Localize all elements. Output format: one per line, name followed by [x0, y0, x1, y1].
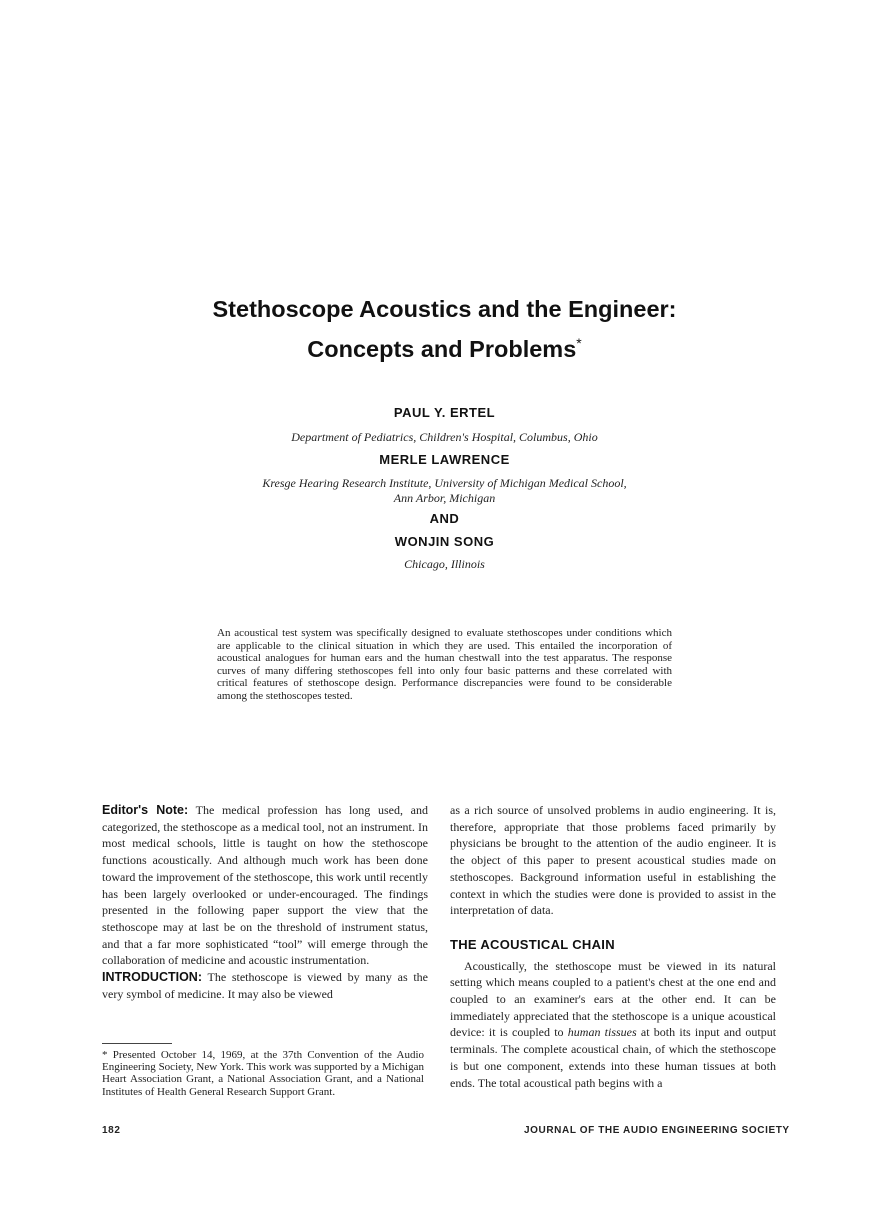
introduction-continued: as a rich source of unsolved problems in audio engineering. It is, therefore, appropriate that those problems faced primarily by physicians be brought to the attention of the audio engineer. It is the object of this paper to present acoustical studies made on stethoscopes. Background information useful in establishing the context in which the studies were done is provided to assist in the interpretation of data.	[450, 803, 776, 918]
editors-note-text: The medical profession has long used, and categorized, the stethoscope as a medical tool, not an instrument. In most medical schools, little is taught on how the stethoscope functions acoustically. And although much work has been done toward the improvement of the stethoscope, this work until recently has been largely overlooked or under-encouraged. The findings presented in the following paper support the view that the stethoscope may at last be on the threshold of instrument status, and that a far more sophisticated “tool” will emerge through the collaboration of medicine and acoustic instrumentation.	[102, 803, 428, 968]
right-column	[450, 802, 776, 1091]
author-3-affiliation: Chicago, Illinois	[404, 557, 485, 571]
author-2-affiliation-line-2: Ann Arbor, Michigan	[393, 491, 496, 505]
author-2-name: MERLE LAWRENCE	[379, 452, 510, 467]
acoustical-chain-paragraph	[450, 958, 776, 1092]
page-number: 182	[102, 1125, 121, 1136]
author-1-affiliation: Department of Pediatrics, Children's Hospital, Columbus, Ohio	[291, 430, 598, 444]
editors-note	[102, 802, 428, 969]
journal-name: JOURNAL OF THE AUDIO ENGINEERING SOCIETY	[524, 1125, 790, 1136]
left-column	[102, 802, 428, 1002]
and-separator: AND	[429, 511, 460, 526]
title-line-2: Concepts and Problems	[307, 336, 577, 362]
editors-note-label: Editor's Note:	[102, 803, 189, 817]
paper-title	[0, 292, 889, 366]
author-2-affiliation-line-1: Kresge Hearing Research Institute, University of Michigan Medical School,	[262, 476, 627, 490]
title-footnote-mark: *	[576, 335, 582, 351]
section-heading-acoustical-chain: THE ACOUSTICAL CHAIN	[450, 936, 615, 952]
introduction	[102, 969, 428, 1002]
acoustical-chain-emphasis: human tissues	[567, 1025, 637, 1040]
introduction-label: INTRODUCTION:	[102, 970, 202, 985]
author-1-name: PAUL Y. ERTEL	[393, 405, 496, 420]
introduction-text: The stethoscope is viewed by many as the very symbol of medicine. It may also be viewed	[102, 970, 428, 1001]
title-line-1: Stethoscope Acoustics and the Engineer:	[212, 296, 677, 322]
author-3-name: WONJIN SONG	[394, 534, 495, 549]
acoustical-chain-text-1: Acoustically, the stethoscope must be viewed in its natural setting which means coupled to a patient's chest at the one end and coupled to an examiner's ears at the other end. It can be immediately appreciated that the stethoscope is a unique acoustical device: it is coupled to	[450, 958, 776, 1040]
footnote-rule	[102, 1043, 172, 1044]
abstract: An acoustical test system was specifically designed to evaluate stethoscopes under conditions which are applicable to the clinical situation in which they are used. This entailed the incorporation of acoustical analogues for human ears and the human chestwall into the test apparatus. The response curves of many differing stethoscopes fell into only four basic patterns and these correlated with critical features of stethoscope design. Performance discrepancies were found to be considerable among the stethoscopes tested.	[217, 627, 672, 702]
acoustical-chain-text-2: at both its input and output terminals. The complete acoustical chain, of which the stethoscope is but one component, extends into these human tissues at both ends. The total acoustical path begins with a	[450, 1025, 777, 1090]
footnote: * Presented October 14, 1969, at the 37th Convention of the Audio Engineering Society, New York. This work was supported by a Michigan Heart Association Grant, a National Association Grant, and a National Institutes of Health General Research Support Grant.	[102, 1049, 424, 1098]
